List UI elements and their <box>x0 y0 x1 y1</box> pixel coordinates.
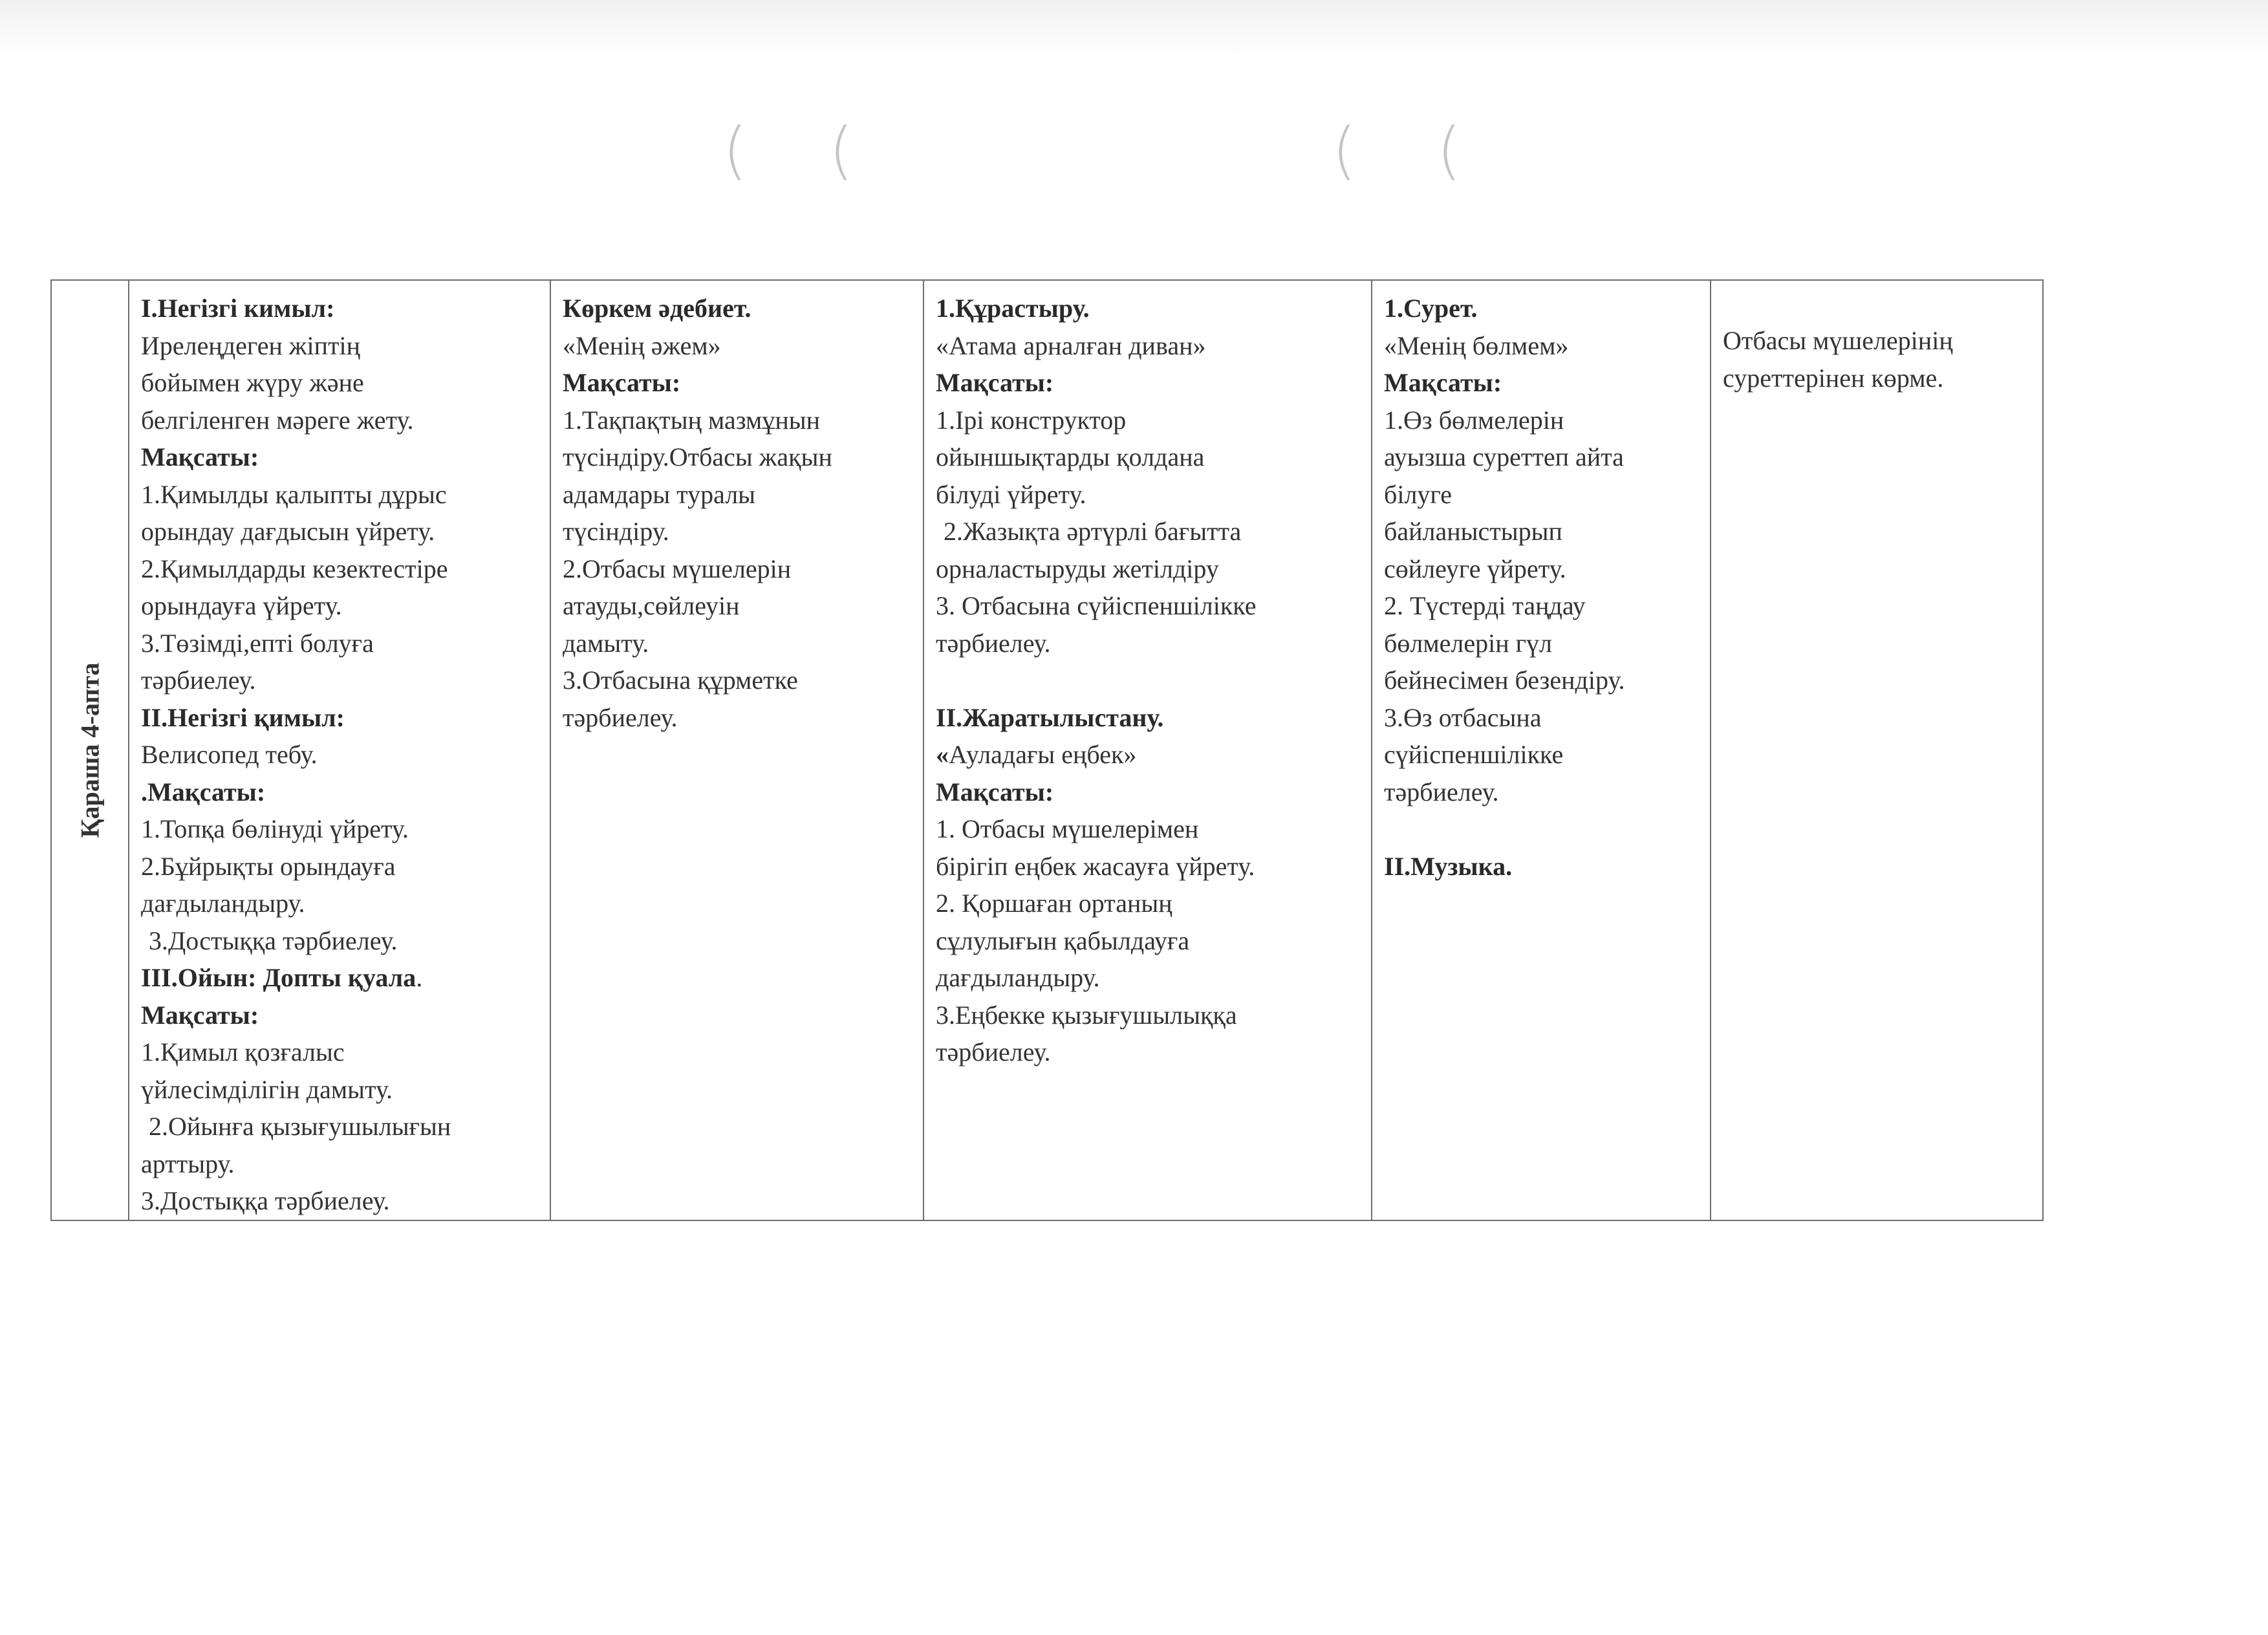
section-title: 1.Құрастыру. <box>936 294 1090 323</box>
goal-line: 2. Қоршаған ортаның <box>936 889 1172 918</box>
punch-mark: ( <box>723 114 748 187</box>
text-line: бойымен жүру және <box>141 368 364 397</box>
goal-line: ойыншықтарды қолдана <box>936 442 1205 471</box>
goal-line: сұлулығын қабылдауға <box>936 926 1190 955</box>
punch-mark: ( <box>829 114 854 187</box>
goal-line: тәрбиелеу. <box>141 666 256 695</box>
goal-line: 3.Отбасына құрметке <box>563 666 798 695</box>
section-title: ІІ.Музыка. <box>1384 851 1513 881</box>
goal-line: білуге <box>1384 479 1453 509</box>
text-line: Отбасы мүшелерінің <box>1723 326 1953 355</box>
goal-line: дағдыландыру. <box>141 889 305 918</box>
goal-line: тәрбиелеу. <box>1384 777 1499 807</box>
goal-line: 3.Еңбекке қызығушылыққа <box>936 1000 1237 1030</box>
goal-line: түсіндіру.Отбасы жақын <box>563 442 832 471</box>
section-title-line <box>141 959 538 997</box>
goal-line: атауды,сөйлеуін <box>563 591 740 620</box>
week-label: Қараша 4-апта <box>75 662 105 838</box>
section-subtitle: Ауладағы еңбек» <box>949 740 1137 769</box>
goal-heading: .Мақсаты: <box>141 777 266 807</box>
quote-mark: « <box>936 740 949 769</box>
goal-line: 1. Отбасы мүшелерімен <box>936 814 1199 843</box>
goal-line: 2.Жазықта әртүрлі бағытта <box>944 517 1242 546</box>
title-period: . <box>416 963 423 992</box>
goal-line: 1.Қимылды қалыпты дұрыс <box>141 479 447 509</box>
exhibition-cell <box>1711 280 2043 1220</box>
drawing-music-cell <box>1372 280 1711 1220</box>
goal-line: 2.Отбасы мүшелерін <box>563 554 792 583</box>
spacer <box>1384 810 1698 848</box>
section-title: ІІІ.Ойын: Допты қуала <box>141 963 416 992</box>
goal-line: бірігіп еңбек жасауға үйрету. <box>936 851 1255 881</box>
goal-line: 1.Топқа бөлінуді үйрету. <box>141 814 409 843</box>
goal-line: 3.Достыққа тәрбиелеу. <box>149 926 398 955</box>
section-subtitle: «Менің бөлмем» <box>1384 330 1569 360</box>
section-title: Көркем әдебиет. <box>563 294 751 323</box>
goal-line: дағдыландыру. <box>936 963 1100 992</box>
exhibition-text <box>1723 290 2031 396</box>
text-line: Ирелеңдеген жіптің <box>141 330 361 360</box>
goal-line: 2. Түстерді таңдау <box>1384 591 1586 620</box>
week-cell <box>51 280 129 1220</box>
goal-line: орналастыруды жетілдіру <box>936 554 1219 583</box>
goal-line: 2.Ойынға қызығушылығын <box>149 1112 451 1141</box>
goal-line: 3. Отбасына сүйіспеншілікке <box>936 591 1257 620</box>
goal-line: дамыту. <box>563 628 649 658</box>
punch-mark: ( <box>1332 114 1357 187</box>
goal-line: 1.Тақпақтың мазмұнын <box>563 405 821 435</box>
goal-line: бейнесімен безендіру. <box>1384 666 1625 695</box>
goal-heading: Мақсаты: <box>936 368 1054 397</box>
goal-heading: Мақсаты: <box>141 442 259 471</box>
goal-line: тәрбиелеу. <box>563 702 678 732</box>
goal-heading: Мақсаты: <box>141 1000 259 1030</box>
physical-activity-cell <box>129 280 550 1220</box>
text-line: белгіленген мәреге жету. <box>141 405 414 435</box>
goal-line: 1.Ірі конструктор <box>936 405 1127 435</box>
goal-line: орындауға үйрету. <box>141 591 342 620</box>
lesson-plan-table <box>50 279 2044 1221</box>
scan-edge-shadow <box>0 0 2268 58</box>
punch-mark: ( <box>1437 114 1462 187</box>
spacer <box>936 662 1359 699</box>
goal-line: түсіндіру. <box>563 517 669 546</box>
goal-line: 3.Достыққа тәрбиелеу. <box>141 1186 390 1215</box>
section-subtitle-line <box>936 736 1359 774</box>
goal-heading: Мақсаты: <box>936 777 1054 807</box>
goal-line: 3.Өз отбасына <box>1384 702 1542 732</box>
section-title: ІІ.Жаратылыстану. <box>936 702 1164 732</box>
goal-line: 2.Қимылдарды кезектестіре <box>141 554 448 583</box>
goal-heading: Мақсаты: <box>563 368 681 397</box>
text-line: Велисопед тебу. <box>141 740 318 769</box>
construction-nature-cell <box>923 280 1372 1220</box>
section-subtitle: «Менің әжем» <box>563 330 721 360</box>
goal-line: ауызша суреттеп айта <box>1384 442 1624 471</box>
goal-line: 1.Өз бөлмелерін <box>1384 405 1564 435</box>
goal-line: орындау дағдысын үйрету. <box>141 517 435 546</box>
section-title: 1.Сурет. <box>1384 294 1478 323</box>
goal-line: бөлмелерін гүл <box>1384 628 1552 658</box>
section-title: І.Негізгі кимыл: <box>141 294 335 323</box>
goal-line: сүйіспеншілікке <box>1384 740 1564 769</box>
goal-line: байланыстырып <box>1384 517 1562 546</box>
goal-line: білуді үйрету. <box>936 479 1086 509</box>
goal-line: адамдары туралы <box>563 479 756 509</box>
goal-line: үйлесімділігін дамыту. <box>141 1074 393 1104</box>
text-line: суреттерінен көрме. <box>1723 363 1944 393</box>
goal-heading: Мақсаты: <box>1384 368 1502 397</box>
goal-line: тәрбиелеу. <box>936 1037 1051 1067</box>
goal-line: сөйлеуге үйрету. <box>1384 554 1566 583</box>
goal-line: 1.Қимыл қозғалыс <box>141 1037 345 1067</box>
table-row <box>51 280 2043 1220</box>
goal-line: 3.Төзімді,епті болуға <box>141 628 374 658</box>
literature-cell <box>550 280 923 1220</box>
section-title: ІІ.Негізгі қимыл: <box>141 702 345 732</box>
goal-line: тәрбиелеу. <box>936 628 1051 658</box>
goal-line: арттыру. <box>141 1149 235 1178</box>
section-subtitle: «Атама арналған диван» <box>936 330 1206 360</box>
goal-line: 2.Бұйрықты орындауға <box>141 851 396 881</box>
